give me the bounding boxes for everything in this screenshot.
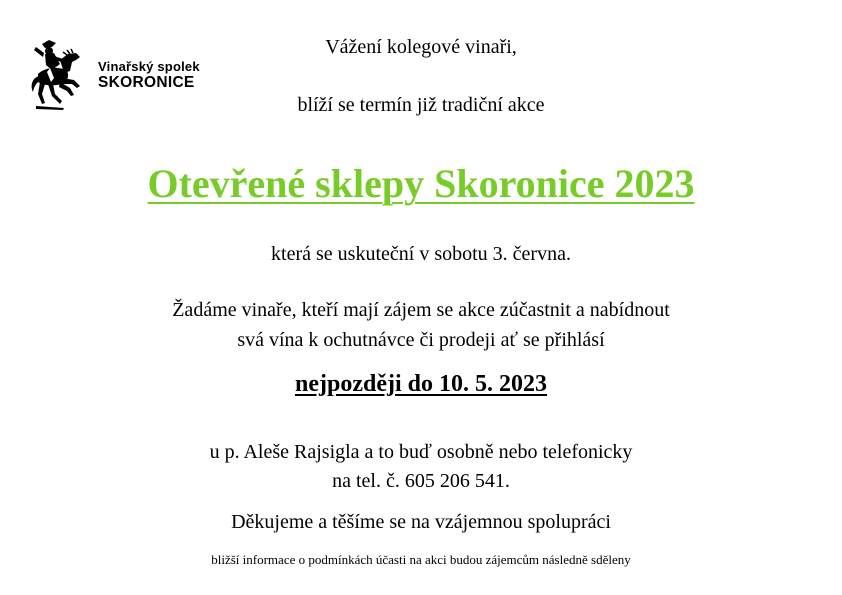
logo-text-village: SKORONICE: [98, 74, 195, 91]
thanks-text: Děkujeme a těšíme se na vzájemnou spolupráci: [231, 511, 611, 533]
footnote: bližší informace o podmínkách účasti na akci budou zájemcům následně sděleny: [211, 552, 631, 567]
event-title: Otevřené sklepy Skoronice 2023: [147, 161, 695, 206]
deadline: nejpozději do 10. 5. 2023: [295, 371, 547, 397]
intro-text: blíží se termín již tradiční akce: [297, 94, 545, 116]
greeting: Vážení kolegové vinaři,: [325, 36, 517, 58]
logo-text-club: Vinařský spolek: [98, 59, 200, 74]
contact-phone: na tel. č. 605 206 541.: [332, 470, 510, 492]
event-date: která se uskuteční v sobotu 3. června.: [271, 243, 571, 265]
request-line-2: svá vína k ochutnávce či prodeji ať se přihlásí: [237, 329, 605, 351]
request-line-1: Žadáme vinaře, kteří mají zájem se akce zúčastnit a nabídnout: [172, 299, 670, 321]
contact-line-1: u p. Aleše Rajsigla a to buď osobně nebo telefonicky: [209, 441, 633, 463]
